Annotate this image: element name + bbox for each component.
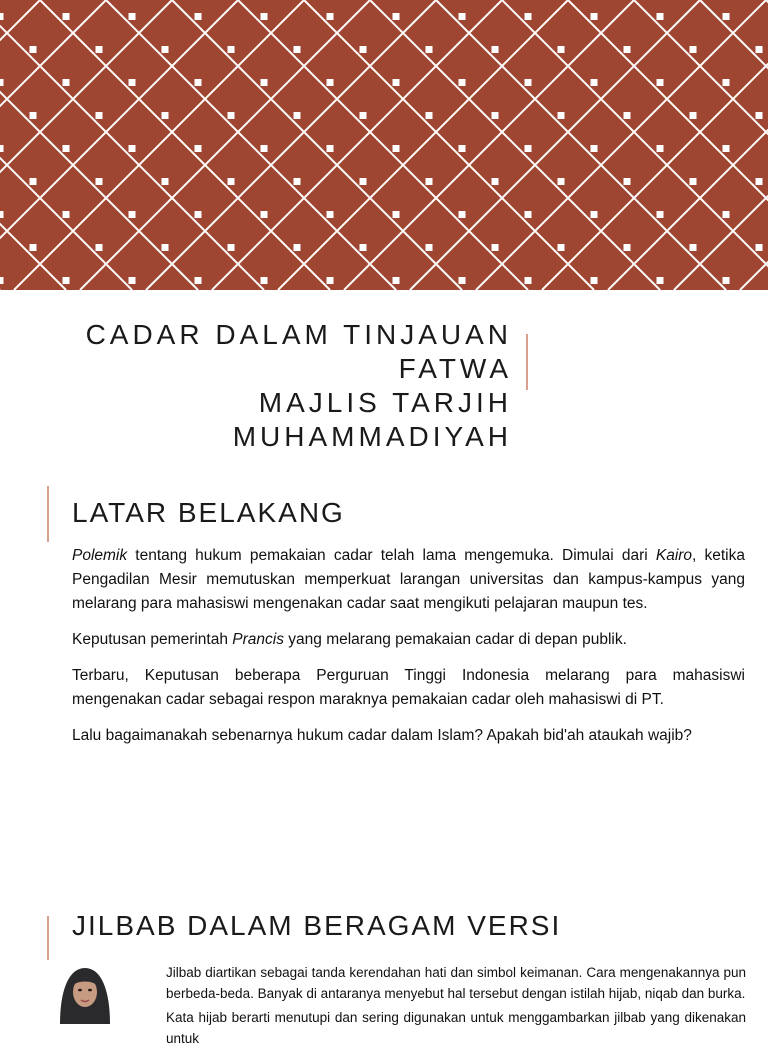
section-accent-rule (47, 916, 49, 960)
decorative-banner (0, 0, 768, 290)
paragraph-terbaru: Terbaru, Keputusan beberapa Perguruan Tinggi Indonesia melarang para mahasiswi mengenakan cadar sebagai respon maraknya pemakaian cadar oleh mahasiswi di PT. (72, 667, 745, 708)
woman-in-hijab-image (50, 962, 120, 1024)
paragraph-hijab-meaning: Kata hijab berarti menutupi dan sering digunakan untuk menggambarkan jilbab yang dikenakan untuk (166, 1010, 746, 1046)
paragraph-question: Lalu bagaimanakah sebenarnya hukum cadar dalam Islam? Apakah bid'ah ataukah wajib? (72, 727, 692, 744)
title-line-1: CADAR DALAM TINJAUAN FATWA (85, 319, 512, 384)
italic-kairo: Kairo (655, 547, 693, 564)
section-accent-rule (47, 486, 49, 542)
text-span: yang melarang pemakaian cadar di depan publik. (283, 631, 627, 648)
section-heading-latar-belakang: LATAR BELAKANG (72, 497, 345, 528)
paragraph-jilbab-definition: Jilbab diartikan sebagai tanda kerendahan hati dan simbol keimanan. Cara mengenakannya pun berbeda-beda. Banyak di antaranya menyebut hal tersebut dengan istilah hijab, niqab dan burka. (166, 965, 746, 1001)
section-heading-jilbab: JILBAB DALAM BERAGAM VERSI (72, 910, 562, 941)
italic-polemik: Polemik (72, 547, 128, 564)
slide-title (0, 318, 512, 454)
title-accent-rule (526, 334, 528, 390)
diamond-pattern (0, 0, 768, 290)
text-span: Keputusan pemerintah (72, 631, 233, 648)
title-line-2: MAJLIS TARJIH MUHAMMADIYAH (232, 387, 512, 452)
paragraph-polemik (72, 544, 745, 616)
italic-prancis: Prancis (232, 631, 284, 648)
paragraph-prancis (72, 628, 745, 652)
text-span: tentang hukum pemakaian cadar telah lama mengemuka. Dimulai dari (127, 547, 656, 564)
text-span: , ketika Pengadilan Mesir memutuskan memperkuat larangan universitas dan kampus-kampus yang melarang para mahasiswi mengenakan cadar saat mengikuti pelajaran maupun tes. (72, 547, 745, 612)
